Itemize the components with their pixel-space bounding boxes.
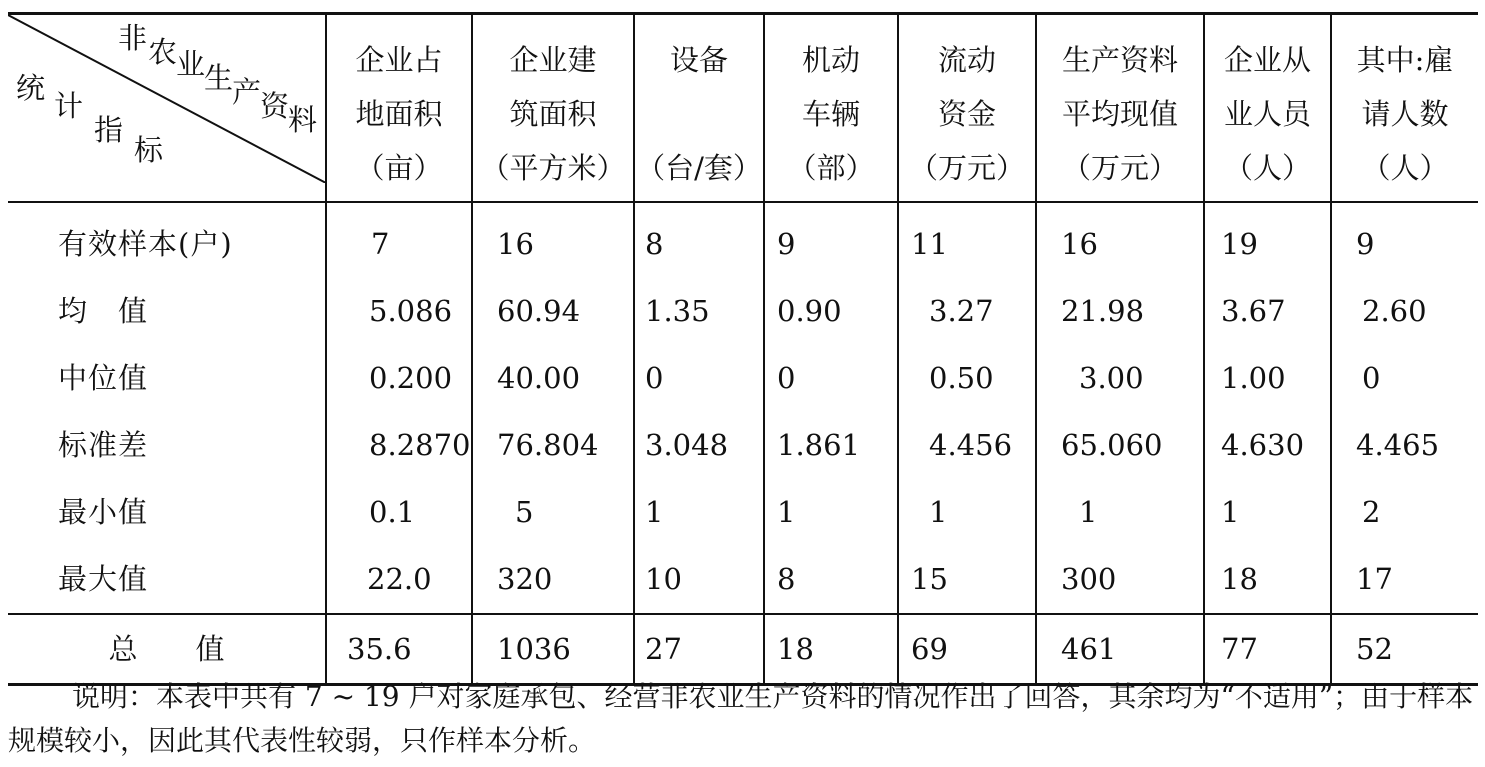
table-cell: 8.2870 xyxy=(326,412,472,479)
table-cell: 18 xyxy=(764,614,898,685)
table-cell: 1 xyxy=(1204,479,1331,546)
table-cell: 8 xyxy=(634,202,764,278)
column-header: 企业占 地面积 （亩） xyxy=(326,14,472,203)
table-cell: 5.086 xyxy=(326,278,472,345)
table-cell: 16 xyxy=(472,202,634,278)
table-cell: 10 xyxy=(634,546,764,614)
corner-top-char: 资 xyxy=(260,89,290,123)
table-cell: 4.630 xyxy=(1204,412,1331,479)
table-cell: 65.060 xyxy=(1036,412,1204,479)
column-header: 企业建 筑面积 （平方米） xyxy=(472,14,634,203)
column-header: 企业从 业人员 （人） xyxy=(1204,14,1331,203)
table-cell: 60.94 xyxy=(472,278,634,345)
table-cell: 320 xyxy=(472,546,634,614)
corner-bottom-char: 指 xyxy=(94,113,124,147)
table-cell: 4.465 xyxy=(1356,428,1440,462)
row-label: 最大值 xyxy=(8,546,326,614)
table-cell: 1 xyxy=(764,479,898,546)
table-cell: 40.00 xyxy=(472,345,634,412)
table-cell: 4.456 xyxy=(898,412,1036,479)
column-header: 其中:雇 请人数 （人） xyxy=(1331,14,1478,203)
column-header: 流动 资金 （万元） xyxy=(898,14,1036,203)
table-cell: 0.50 xyxy=(898,345,1036,412)
total-row xyxy=(8,614,1478,685)
table-cell: 3.048 xyxy=(634,412,764,479)
row-label: 总 值 xyxy=(8,614,326,685)
table-cell: 0.90 xyxy=(764,278,898,345)
table-row xyxy=(8,345,1478,412)
corner-top-char: 生 xyxy=(204,61,234,95)
corner-top-char: 农 xyxy=(148,35,178,69)
table-cell: 2.60 xyxy=(1362,294,1427,328)
table-cell: 0.200 xyxy=(326,345,472,412)
table-row xyxy=(8,412,1478,479)
table-cell: 19 xyxy=(1204,202,1331,278)
table-cell: 1.861 xyxy=(764,412,898,479)
table-row xyxy=(8,278,1478,345)
table-cell: 3.00 xyxy=(1036,345,1204,412)
table-cell: 8 xyxy=(764,546,898,614)
table-cell: 18 xyxy=(1204,546,1331,614)
table-cell: 9 xyxy=(764,202,898,278)
table-cell: 300 xyxy=(1036,546,1204,614)
table-cell: 1.00 xyxy=(1204,345,1331,412)
table-cell: 11 xyxy=(898,202,1036,278)
corner-bottom-char: 计 xyxy=(54,89,84,123)
table-cell: 52 xyxy=(1331,614,1478,685)
table-cell: 1 xyxy=(1036,479,1204,546)
table-cell: 69 xyxy=(898,614,1036,685)
table-cell: 0 xyxy=(1362,361,1381,395)
table-row xyxy=(8,479,1478,546)
column-header: 设备 （台/套） xyxy=(634,14,764,203)
table-cell: 0 xyxy=(764,345,898,412)
row-label: 最小值 xyxy=(8,479,326,546)
table-cell: 0 xyxy=(634,345,764,412)
row-label: 均 值 xyxy=(8,278,326,345)
table-cell: 461 xyxy=(1036,614,1204,685)
table-cell: 3.27 xyxy=(898,278,1036,345)
table-cell: 2 xyxy=(1362,495,1381,529)
table-cell: 0.1 xyxy=(326,479,472,546)
table-cell: 1 xyxy=(898,479,1036,546)
corner-bottom-char: 标 xyxy=(134,133,164,167)
corner-bottom-char: 统 xyxy=(16,71,46,105)
table-cell: 21.98 xyxy=(1036,278,1204,345)
table-cell: 7 xyxy=(326,202,472,278)
corner-top-char: 业 xyxy=(176,47,206,81)
table-cell: 1 xyxy=(634,479,764,546)
table-cell: 17 xyxy=(1356,562,1393,596)
table-cell: 1036 xyxy=(472,614,634,685)
corner-top-char: 非 xyxy=(118,21,148,55)
header-row xyxy=(8,14,1478,203)
table-cell: 5 xyxy=(472,479,634,546)
column-header: 生产资料 平均现值 （万元） xyxy=(1036,14,1204,203)
row-label: 有效样本(户) xyxy=(8,202,326,278)
table-cell: 76.804 xyxy=(472,412,634,479)
table-cell: 77 xyxy=(1204,614,1331,685)
table-cell: 16 xyxy=(1036,202,1204,278)
table-note: 说明：本表中共有 7 ~ 19 户对家庭承包、经营非农业生产资料的情况作出了回答，其余均为“不适用”；由于样本规模较小，因此其代表性较弱，只作样本分析。 xyxy=(8,680,1474,757)
statistics-table xyxy=(8,12,1478,686)
corner-top-char: 产 xyxy=(232,75,262,109)
table-row xyxy=(8,546,1478,614)
table-cell: 22.0 xyxy=(326,546,472,614)
table-row xyxy=(8,202,1478,278)
corner-header-cell xyxy=(8,14,326,203)
table-cell: 15 xyxy=(898,546,1036,614)
table-cell: 9 xyxy=(1356,227,1375,261)
row-label: 中位值 xyxy=(8,345,326,412)
table-cell: 27 xyxy=(634,614,764,685)
corner-top-char: 料 xyxy=(288,103,318,137)
table-cell: 3.67 xyxy=(1204,278,1331,345)
table-cell: 35.6 xyxy=(326,614,472,685)
table-cell: 1.35 xyxy=(634,278,764,345)
column-header: 机动 车辆 （部） xyxy=(764,14,898,203)
row-label: 标准差 xyxy=(8,412,326,479)
